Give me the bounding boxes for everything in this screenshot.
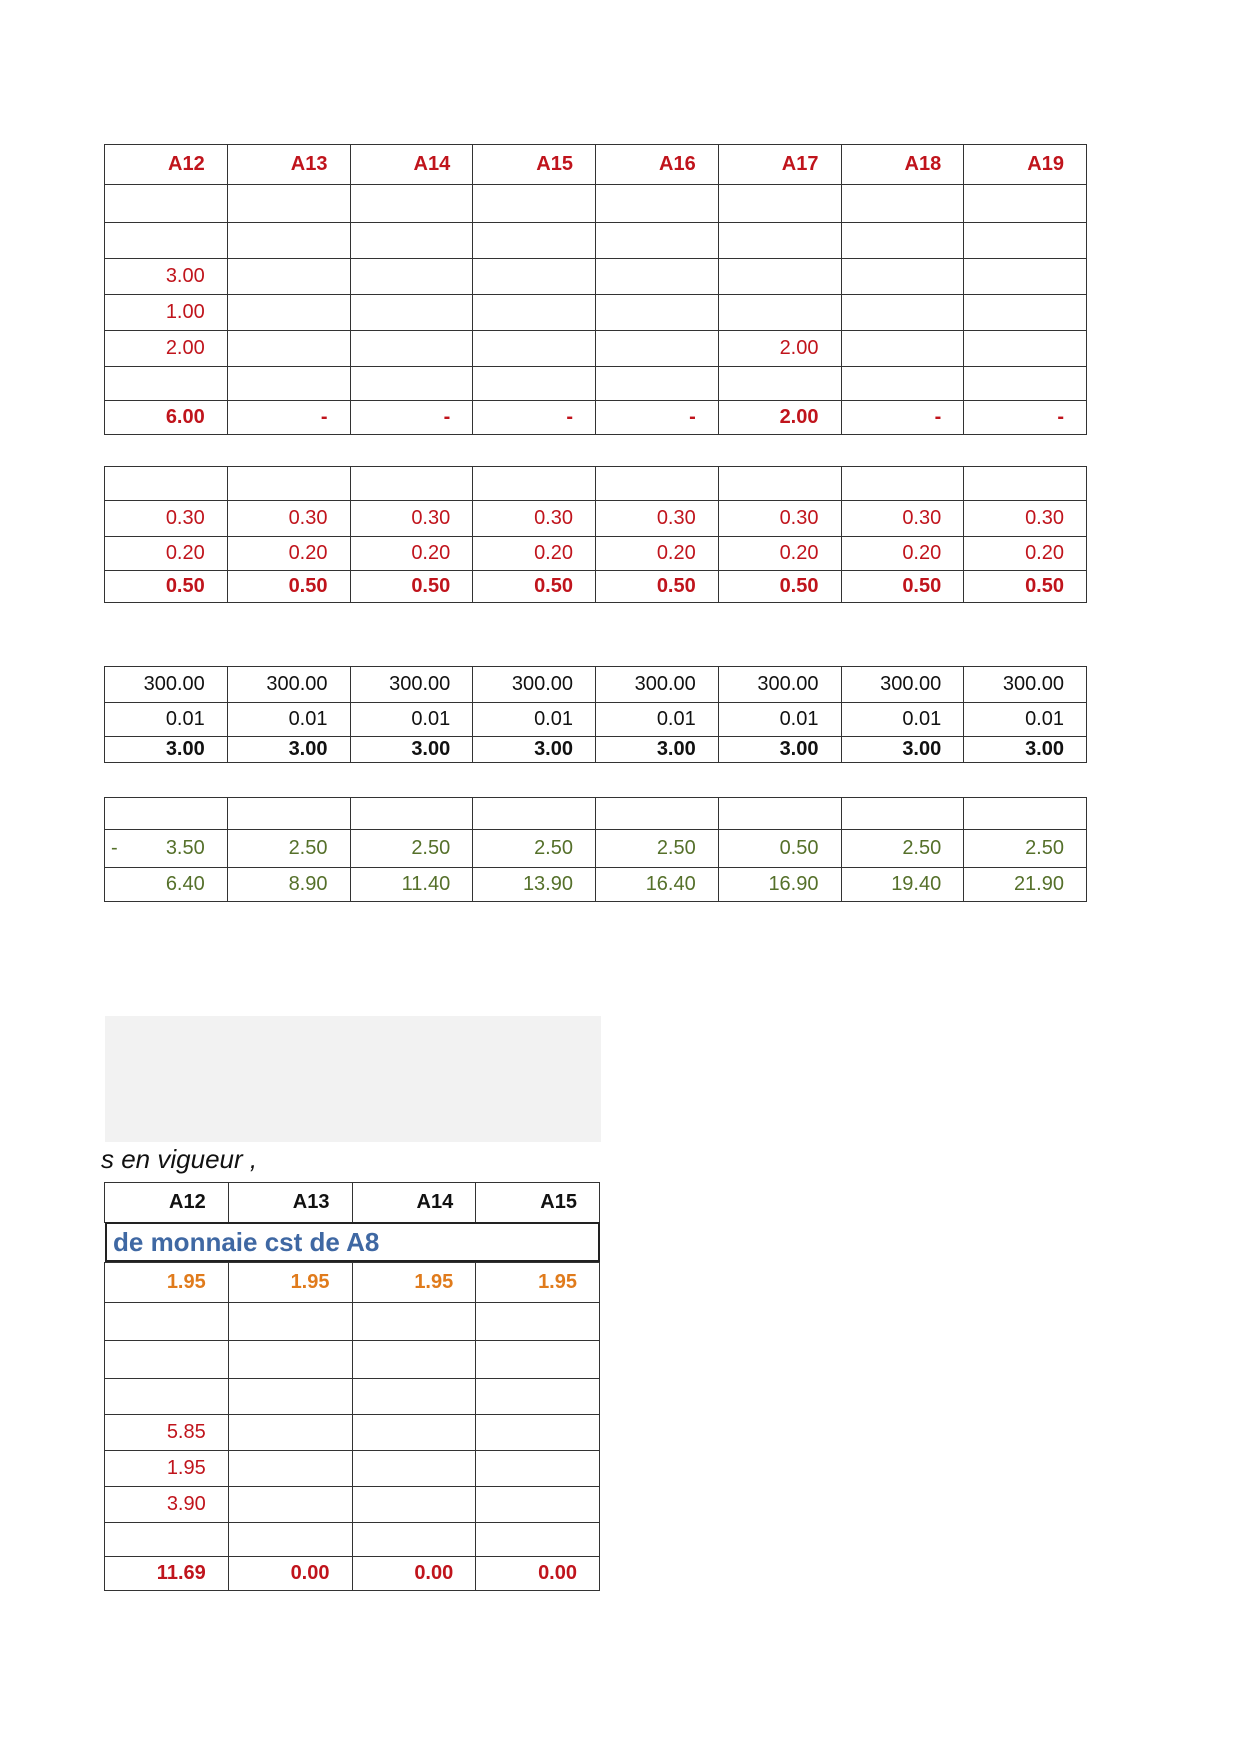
currency-banner: de monnaie cst de A8 — [105, 1222, 600, 1262]
table-row — [105, 1451, 600, 1487]
total-cell: - — [596, 401, 719, 435]
cell — [350, 367, 473, 401]
cell: 0.50 — [718, 830, 841, 868]
cell — [596, 185, 719, 223]
gray-panel — [105, 1016, 601, 1142]
total-cell: - — [473, 401, 596, 435]
cell: 0.01 — [841, 703, 964, 737]
total-cell: 0.50 — [227, 571, 350, 603]
cell — [105, 367, 228, 401]
cell — [350, 185, 473, 223]
lower-table — [104, 1262, 600, 1591]
cell — [964, 798, 1087, 830]
total-cell: 0.50 — [841, 571, 964, 603]
cell: 0.01 — [105, 703, 228, 737]
cell — [473, 798, 596, 830]
rate-row — [105, 1263, 600, 1303]
cell — [227, 223, 350, 259]
cell: 0.20 — [473, 537, 596, 571]
table-row — [105, 1415, 600, 1451]
cell — [350, 798, 473, 830]
cell — [841, 467, 964, 501]
cell: 0.20 — [718, 537, 841, 571]
cell — [352, 1341, 476, 1379]
col-header: A14 — [350, 145, 473, 185]
col-header: A17 — [718, 145, 841, 185]
total-cell: 3.00 — [596, 737, 719, 763]
cell — [227, 259, 350, 295]
cell — [105, 1379, 229, 1415]
cell — [473, 259, 596, 295]
total-cell: 0.00 — [228, 1557, 352, 1591]
total-cell: 0.00 — [352, 1557, 476, 1591]
cell: 1.00 — [105, 295, 228, 331]
cell: 0.20 — [964, 537, 1087, 571]
cell: 2.50 — [473, 830, 596, 868]
total-cell: 3.00 — [964, 737, 1087, 763]
header-row — [105, 145, 1087, 185]
cell — [228, 1487, 352, 1523]
cell — [228, 1379, 352, 1415]
cell: 0.20 — [596, 537, 719, 571]
cell: 2.00 — [105, 331, 228, 367]
cell: 0.01 — [473, 703, 596, 737]
table-row — [105, 703, 1087, 737]
table-row — [105, 798, 1087, 830]
cell — [350, 331, 473, 367]
total-cell: 3.00 — [473, 737, 596, 763]
cell: 300.00 — [227, 667, 350, 703]
cell: 21.90 — [964, 868, 1087, 902]
cell — [227, 295, 350, 331]
cell — [228, 1523, 352, 1557]
cell: 16.90 — [718, 868, 841, 902]
table-row — [105, 185, 1087, 223]
cell — [596, 259, 719, 295]
cell: 300.00 — [105, 667, 228, 703]
cell: 16.40 — [596, 868, 719, 902]
table-row — [105, 501, 1087, 537]
cell: 0.20 — [350, 537, 473, 571]
cell: 300.00 — [841, 667, 964, 703]
cell: 0.30 — [596, 501, 719, 537]
total-row — [105, 401, 1087, 435]
cell — [228, 1341, 352, 1379]
cell: 0.01 — [718, 703, 841, 737]
cell: 2.50 — [841, 830, 964, 868]
cell — [105, 798, 228, 830]
cell — [596, 367, 719, 401]
cell — [718, 223, 841, 259]
cell — [718, 295, 841, 331]
cell: 0.30 — [227, 501, 350, 537]
col-header: A19 — [964, 145, 1087, 185]
cell — [227, 367, 350, 401]
total-row — [105, 737, 1087, 763]
cell: 19.40 — [841, 868, 964, 902]
cell: 300.00 — [350, 667, 473, 703]
cell — [105, 830, 228, 868]
col-header: A15 — [473, 145, 596, 185]
col-header: A12 — [105, 1183, 229, 1223]
cell — [476, 1415, 600, 1451]
total-cell: 0.50 — [473, 571, 596, 603]
total-cell: 6.00 — [105, 401, 228, 435]
cell: 2.00 — [718, 331, 841, 367]
cell — [476, 1487, 600, 1523]
cell — [105, 467, 228, 501]
cell — [473, 223, 596, 259]
dash-mark: - — [111, 837, 118, 859]
cell: 0.01 — [596, 703, 719, 737]
cell — [841, 798, 964, 830]
cell — [596, 331, 719, 367]
table-row — [105, 868, 1087, 902]
cell — [473, 467, 596, 501]
cell: 300.00 — [596, 667, 719, 703]
total-cell: 0.50 — [718, 571, 841, 603]
total-cell: 0.50 — [596, 571, 719, 603]
total-cell: 3.00 — [227, 737, 350, 763]
total-cell: 0.50 — [105, 571, 228, 603]
cell — [476, 1341, 600, 1379]
total-cell: 3.00 — [841, 737, 964, 763]
cell: 0.30 — [964, 501, 1087, 537]
table-row — [105, 367, 1087, 401]
cell — [352, 1415, 476, 1451]
col-header: A15 — [476, 1183, 600, 1223]
cell — [964, 467, 1087, 501]
cell — [227, 467, 350, 501]
cell — [841, 223, 964, 259]
cell — [473, 295, 596, 331]
cell — [596, 798, 719, 830]
cell — [476, 1303, 600, 1341]
cell — [476, 1451, 600, 1487]
cell — [105, 185, 228, 223]
total-cell: - — [964, 401, 1087, 435]
cell-value: 3.50 — [165, 837, 205, 859]
cell — [352, 1379, 476, 1415]
cell — [841, 331, 964, 367]
header-row — [105, 1183, 600, 1223]
rate-cell: 1.95 — [228, 1263, 352, 1303]
rate-cell: 1.95 — [105, 1263, 229, 1303]
total-cell: 3.00 — [718, 737, 841, 763]
cell — [718, 798, 841, 830]
table-row — [105, 223, 1087, 259]
cell — [964, 295, 1087, 331]
cell — [596, 223, 719, 259]
table-row — [105, 331, 1087, 367]
cell — [352, 1303, 476, 1341]
italic-note: s en vigueur , — [101, 1144, 258, 1174]
cell — [964, 259, 1087, 295]
table-row — [105, 830, 1087, 868]
cell — [473, 367, 596, 401]
cell: 0.01 — [227, 703, 350, 737]
total-cell: 11.69 — [105, 1557, 229, 1591]
cell: 0.30 — [350, 501, 473, 537]
table-units — [104, 666, 1087, 763]
cell — [596, 467, 719, 501]
table-row — [105, 467, 1087, 501]
total-cell: - — [227, 401, 350, 435]
total-cell: 3.00 — [105, 737, 228, 763]
cell — [350, 467, 473, 501]
table-row — [105, 1303, 600, 1341]
cell — [476, 1379, 600, 1415]
total-cell: - — [841, 401, 964, 435]
cell: 6.40 — [105, 868, 228, 902]
cell: 5.85 — [105, 1415, 229, 1451]
table-row — [105, 259, 1087, 295]
total-cell: 3.00 — [350, 737, 473, 763]
col-header: A13 — [227, 145, 350, 185]
cell: 0.01 — [964, 703, 1087, 737]
cell — [228, 1451, 352, 1487]
rate-cell: 1.95 — [352, 1263, 476, 1303]
total-cell: - — [350, 401, 473, 435]
cell — [105, 223, 228, 259]
col-header: A16 — [596, 145, 719, 185]
cell — [350, 223, 473, 259]
table-rates — [104, 466, 1087, 603]
cell — [841, 259, 964, 295]
total-cell: 0.00 — [476, 1557, 600, 1591]
col-header: A18 — [841, 145, 964, 185]
cell — [227, 185, 350, 223]
cell — [352, 1523, 476, 1557]
cell: 0.30 — [718, 501, 841, 537]
cell — [473, 185, 596, 223]
cell — [228, 1415, 352, 1451]
cell: 0.30 — [473, 501, 596, 537]
cell: 11.40 — [350, 868, 473, 902]
cell: 0.30 — [841, 501, 964, 537]
table-cumulative — [104, 797, 1087, 902]
cell — [476, 1523, 600, 1557]
total-cell: 0.50 — [964, 571, 1087, 603]
col-header: A14 — [352, 1183, 476, 1223]
cell — [228, 1303, 352, 1341]
cell: 0.20 — [105, 537, 228, 571]
table-row — [105, 1523, 600, 1557]
cell: 300.00 — [473, 667, 596, 703]
cell: 3.00 — [105, 259, 228, 295]
cell — [105, 1523, 229, 1557]
table-quantities — [104, 144, 1087, 435]
cell: 0.20 — [841, 537, 964, 571]
cell — [841, 185, 964, 223]
table-row — [105, 537, 1087, 571]
table-row — [105, 1379, 600, 1415]
table-row — [105, 295, 1087, 331]
total-row — [105, 1557, 600, 1591]
cell — [350, 259, 473, 295]
cell — [964, 331, 1087, 367]
cell — [841, 367, 964, 401]
cell — [964, 367, 1087, 401]
cell: 2.50 — [964, 830, 1087, 868]
cell: 2.50 — [227, 830, 350, 868]
cell: 3.90 — [105, 1487, 229, 1523]
cell: 300.00 — [718, 667, 841, 703]
cell — [718, 259, 841, 295]
cell: 0.01 — [350, 703, 473, 737]
cell — [352, 1451, 476, 1487]
lower-header-table — [104, 1182, 600, 1223]
total-cell: 2.00 — [718, 401, 841, 435]
cell: 1.95 — [105, 1451, 229, 1487]
cell — [718, 185, 841, 223]
cell — [964, 185, 1087, 223]
col-header: A12 — [105, 145, 228, 185]
cell: 0.30 — [105, 501, 228, 537]
cell — [350, 295, 473, 331]
cell: 2.50 — [596, 830, 719, 868]
cell: 300.00 — [964, 667, 1087, 703]
cell — [473, 331, 596, 367]
cell — [227, 798, 350, 830]
cell — [105, 1303, 229, 1341]
cell — [718, 467, 841, 501]
col-header: A13 — [228, 1183, 352, 1223]
cell: 13.90 — [473, 868, 596, 902]
table-row — [105, 667, 1087, 703]
cell — [352, 1487, 476, 1523]
table-row — [105, 1341, 600, 1379]
cell — [841, 295, 964, 331]
rate-cell: 1.95 — [476, 1263, 600, 1303]
cell: 8.90 — [227, 868, 350, 902]
total-cell: 0.50 — [350, 571, 473, 603]
cell — [105, 1341, 229, 1379]
cell — [227, 331, 350, 367]
total-row — [105, 571, 1087, 603]
cell: 0.20 — [227, 537, 350, 571]
table-row — [105, 1487, 600, 1523]
cell — [718, 367, 841, 401]
cell — [596, 295, 719, 331]
cell: 2.50 — [350, 830, 473, 868]
cell — [964, 223, 1087, 259]
